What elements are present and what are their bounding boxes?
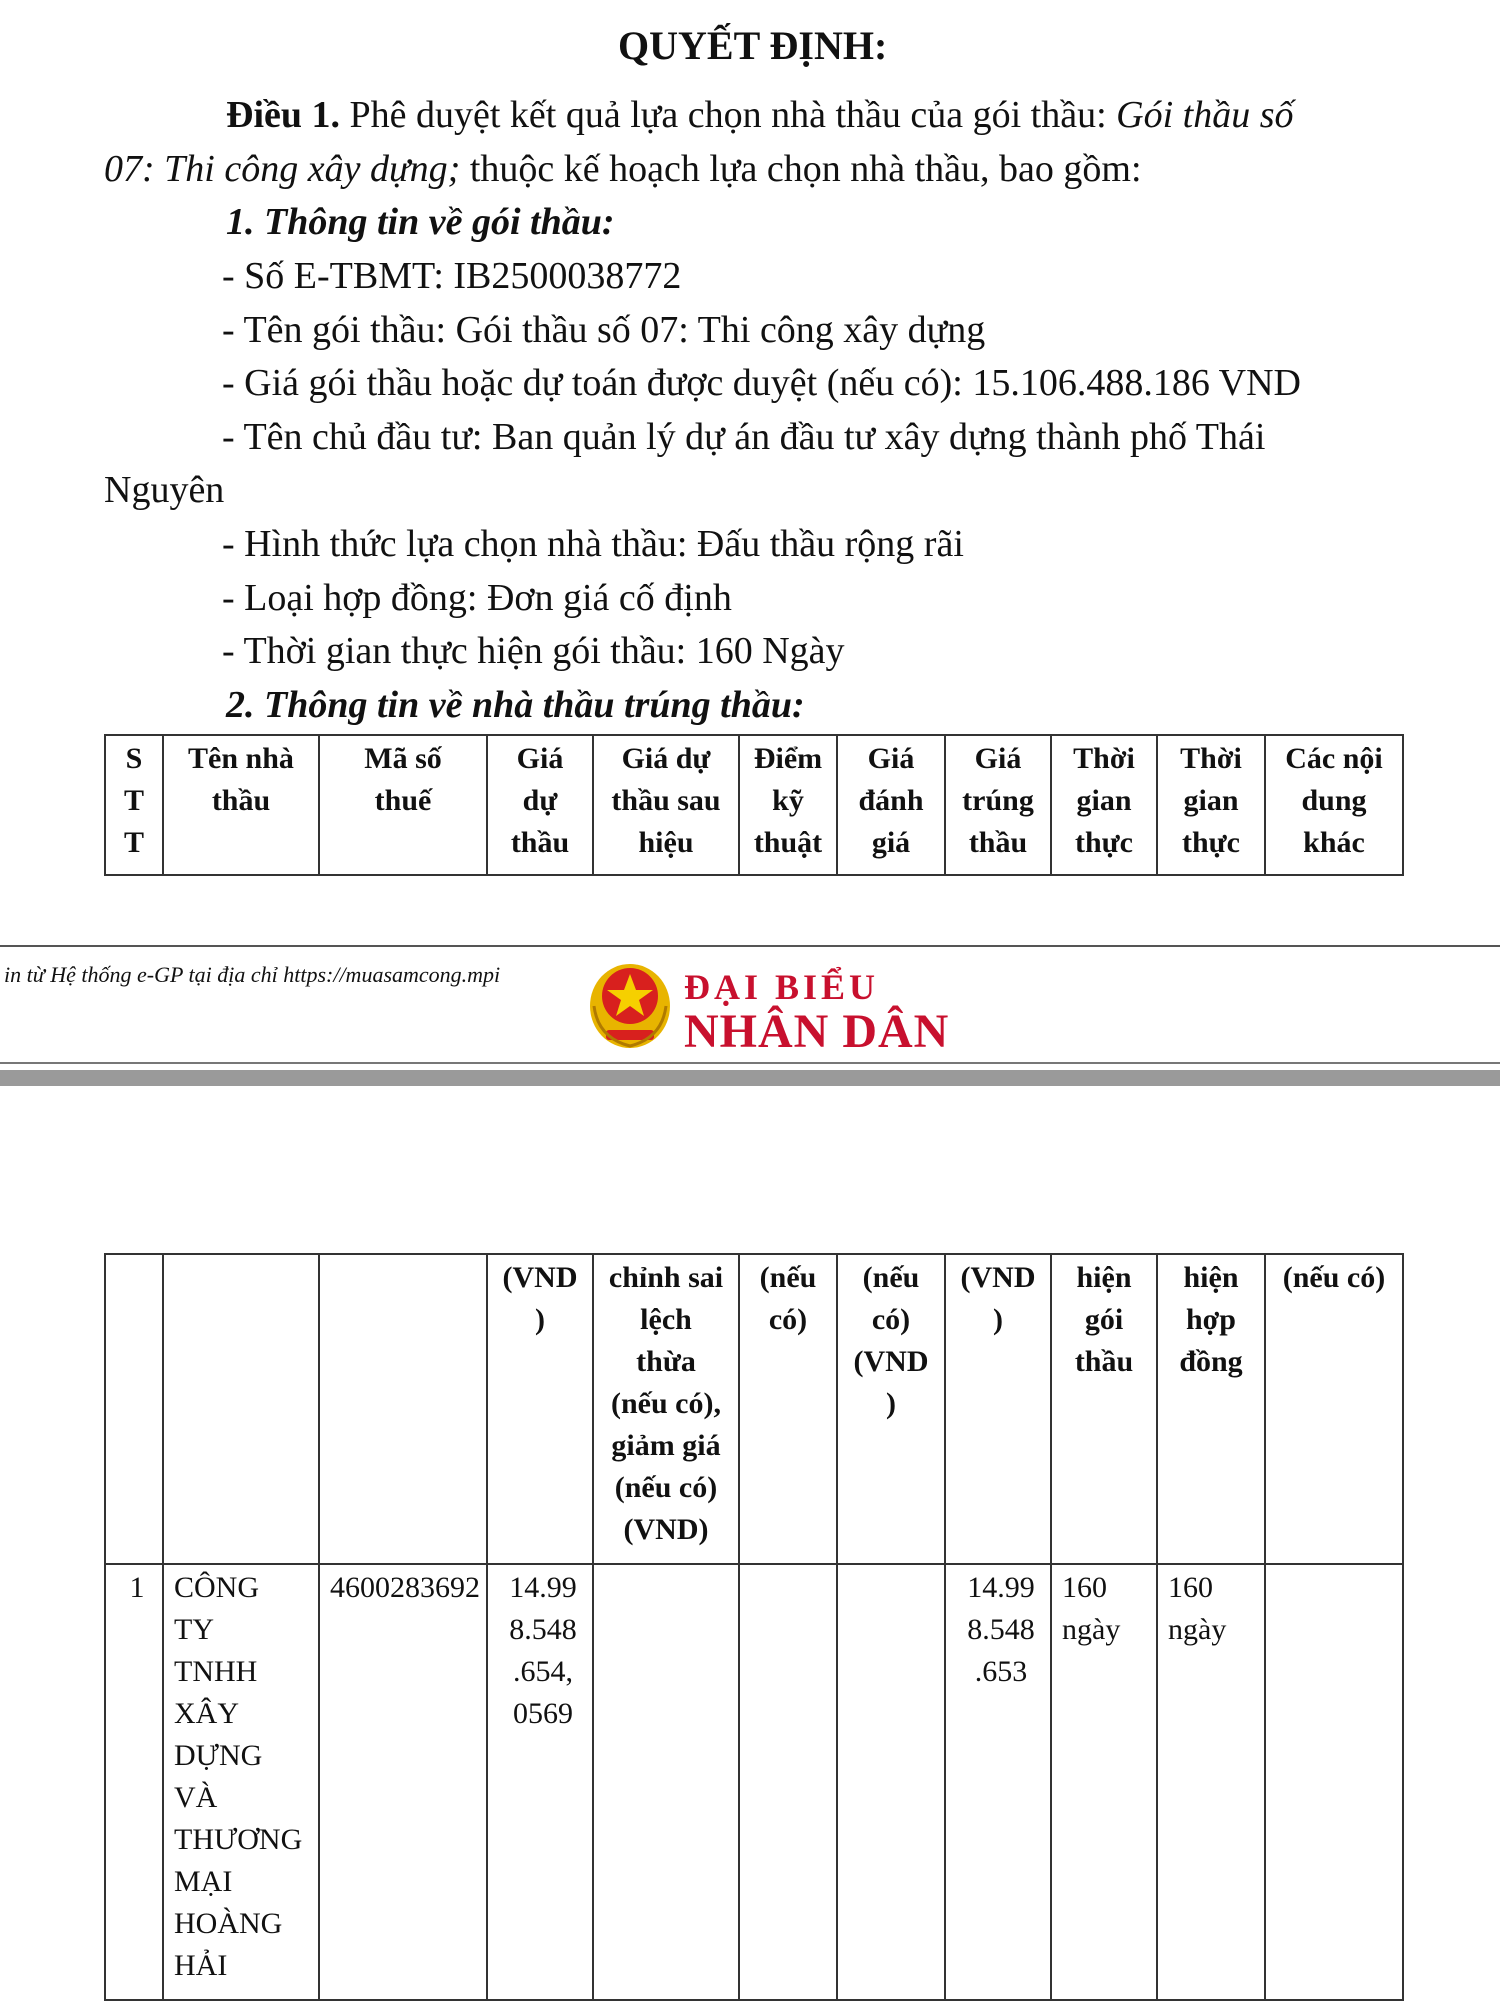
header-cell-0 bbox=[105, 735, 163, 875]
header-cell-line: giá bbox=[871, 826, 911, 859]
data-cell-line: .653 bbox=[974, 1655, 1028, 1688]
data-cell-7 bbox=[945, 1564, 1051, 2000]
data-cell-line: 8.548 bbox=[967, 1613, 1035, 1646]
header-cont-cell-line: (nếu bbox=[862, 1261, 920, 1294]
header-cell-line: thầu bbox=[968, 826, 1028, 859]
page-gap-bar bbox=[0, 1070, 1500, 1086]
header-cell-9 bbox=[1157, 735, 1265, 875]
section1-item: - Số E-TBMT: IB2500038772 bbox=[222, 255, 682, 297]
header-cell-line: Giá bbox=[516, 742, 564, 775]
header-cell-line: thầu bbox=[211, 784, 271, 817]
section1-item: - Thời gian thực hiện gói thầu: 160 Ngày bbox=[222, 630, 845, 672]
header-cont-cell-line: (VND bbox=[853, 1345, 929, 1378]
data-cell-line: 160 bbox=[1062, 1571, 1107, 1604]
header-cell-4 bbox=[593, 735, 739, 875]
header-cont-cell-line: (nếu có) bbox=[1282, 1261, 1386, 1294]
page-rule-mid bbox=[0, 1062, 1500, 1064]
header-cell-10 bbox=[1265, 735, 1403, 875]
data-cell-line: 14.99 bbox=[967, 1571, 1035, 1604]
header-cont-cell-8 bbox=[1051, 1254, 1157, 1564]
data-cell-6 bbox=[837, 1564, 945, 2000]
contractor-table bbox=[104, 1253, 1404, 2001]
data-cell-line: MẠI bbox=[174, 1865, 233, 1898]
header-cont-cell-line: ) bbox=[886, 1387, 896, 1420]
section1-item: - Giá gói thầu hoặc dự toán được duyệt (nếu có): 15.106.488.186 VND bbox=[222, 362, 1301, 404]
data-cell-line: 0569 bbox=[513, 1697, 573, 1730]
header-cont-cell-line: (nếu có) bbox=[614, 1471, 718, 1504]
data-cell-1 bbox=[163, 1564, 319, 2000]
article1-label: Điều 1. bbox=[226, 94, 340, 136]
header-cell-line: S bbox=[125, 742, 143, 775]
article1-package-b: 07: Thi công xây dựng; bbox=[104, 148, 461, 190]
data-cell-line: VÀ bbox=[174, 1781, 218, 1814]
header-cell-line: trúng bbox=[962, 784, 1034, 817]
section1-item-wrap: Nguyên bbox=[104, 469, 225, 511]
header-cell-5 bbox=[739, 735, 837, 875]
header-cell-3 bbox=[487, 735, 593, 875]
article1-text-a: Phê duyệt kết quả lựa chọn nhà thầu của gói thầu: bbox=[349, 94, 1107, 136]
header-cont-cell-line: (nếu có), bbox=[611, 1387, 721, 1420]
header-cont-cell-line: (VND bbox=[960, 1261, 1036, 1294]
header-cell-line: Giá dự bbox=[621, 742, 711, 775]
header-cell-1 bbox=[163, 735, 319, 875]
header-cell-line: dung bbox=[1301, 784, 1367, 817]
section1-item: - Hình thức lựa chọn nhà thầu: Đấu thầu rộng rãi bbox=[222, 523, 964, 565]
article1-text-b: thuộc kế hoạch lựa chọn nhà thầu, bao gồm: bbox=[469, 148, 1142, 190]
section1-heading: 1. Thông tin về gói thầu: bbox=[226, 201, 615, 243]
header-cell-line: Các nội bbox=[1285, 742, 1383, 775]
data-cell-line: HOÀNG bbox=[174, 1907, 283, 1940]
logo-line1: ĐẠI BIỂU bbox=[684, 967, 880, 1007]
header-cell-line: Mã số bbox=[364, 742, 442, 775]
data-cell-line: DỰNG bbox=[174, 1739, 263, 1772]
data-cell-line: THƯƠNG bbox=[174, 1823, 303, 1856]
header-cell-line: thầu bbox=[510, 826, 570, 859]
data-cell-9 bbox=[1157, 1564, 1265, 2000]
footer-note: in từ Hệ thống e-GP tại địa chỉ https://muasamcong.mpi bbox=[4, 962, 501, 987]
header-cell-line: Tên nhà bbox=[188, 742, 294, 775]
header-cell-line: thực bbox=[1182, 826, 1240, 859]
header-cell-line: thuật bbox=[753, 826, 823, 859]
data-cell-3 bbox=[487, 1564, 593, 2000]
header-cont-cell-line: hợp bbox=[1186, 1303, 1236, 1336]
header-cell-line: khác bbox=[1303, 826, 1365, 859]
header-cont-cell-line: có) bbox=[871, 1303, 911, 1336]
data-cell-2 bbox=[319, 1564, 487, 2000]
national-emblem-icon bbox=[584, 956, 676, 1052]
data-cell-0 bbox=[105, 1564, 163, 2000]
decision-title: QUYẾT ĐỊNH: bbox=[618, 23, 888, 68]
header-cell-line: T bbox=[123, 784, 144, 817]
header-cell-line: gian bbox=[1183, 784, 1239, 817]
data-cell-line: CÔNG bbox=[174, 1571, 260, 1604]
header-cell-7 bbox=[945, 735, 1051, 875]
section1-item: - Tên gói thầu: Gói thầu số 07: Thi công xây dựng bbox=[222, 309, 986, 351]
header-cell-line: thầu sau bbox=[611, 784, 721, 817]
header-cell-6 bbox=[837, 735, 945, 875]
header-cell-line: dự bbox=[522, 784, 558, 817]
header-cell-line: Giá bbox=[867, 742, 915, 775]
header-cell-2 bbox=[319, 735, 487, 875]
header-cont-cell-line: thừa bbox=[636, 1345, 696, 1378]
data-cell-line: ngày bbox=[1062, 1613, 1121, 1646]
header-cell-line: T bbox=[123, 826, 144, 859]
data-cell-8 bbox=[1051, 1564, 1157, 2000]
header-cell-line: Giá bbox=[974, 742, 1022, 775]
page-rule-top bbox=[0, 945, 1500, 947]
section1-item: - Loại hợp đồng: Đơn giá cố định bbox=[222, 577, 732, 619]
header-cell-line: đánh bbox=[858, 784, 924, 817]
header-cell-line: thực bbox=[1075, 826, 1133, 859]
header-cont-cell-5 bbox=[739, 1254, 837, 1564]
header-cont-cell-line: lệch bbox=[640, 1303, 692, 1336]
header-cont-cell-line: chỉnh sai bbox=[608, 1261, 724, 1294]
header-cont-cell-0 bbox=[105, 1254, 163, 1564]
header-cont-cell-line: ) bbox=[993, 1303, 1003, 1336]
header-cont-cell-line: đồng bbox=[1179, 1345, 1243, 1378]
header-cont-cell-9 bbox=[1157, 1254, 1265, 1564]
header-cell-line: kỹ bbox=[772, 784, 804, 817]
header-cont-cell-line: (nếu bbox=[759, 1261, 817, 1294]
header-cell-line: gian bbox=[1076, 784, 1132, 817]
data-cell-line: 4600283692 bbox=[330, 1571, 480, 1604]
header-cont-cell-line: (VND) bbox=[623, 1513, 709, 1546]
logo-line2: NHÂN DÂN bbox=[684, 1005, 950, 1058]
header-cont-cell-line: gói bbox=[1084, 1303, 1124, 1336]
header-cont-cell-4 bbox=[593, 1254, 739, 1564]
article1-package-a: Gói thầu số bbox=[1116, 94, 1294, 136]
header-cont-cell-6 bbox=[837, 1254, 945, 1564]
header-cell-line: Điểm bbox=[753, 742, 823, 775]
header-cont-cell-1 bbox=[163, 1254, 319, 1564]
header-cell-line: Thời bbox=[1073, 742, 1135, 775]
section2-heading: 2. Thông tin về nhà thầu trúng thầu: bbox=[226, 684, 805, 726]
data-cell-10 bbox=[1265, 1564, 1403, 2000]
data-cell-5 bbox=[739, 1564, 837, 2000]
header-cont-cell-line: ) bbox=[535, 1303, 545, 1336]
header-cont-cell-2 bbox=[319, 1254, 487, 1564]
data-cell-4 bbox=[593, 1564, 739, 2000]
data-cell-line: ngày bbox=[1168, 1613, 1227, 1646]
data-cell-line: .654, bbox=[513, 1655, 573, 1688]
data-cell-line: TY bbox=[174, 1613, 214, 1646]
header-cell-line: hiệu bbox=[638, 826, 694, 859]
header-cont-cell-7 bbox=[945, 1254, 1051, 1564]
section1-item: - Tên chủ đầu tư: Ban quản lý dự án đầu tư xây dựng thành phố Thái bbox=[222, 416, 1266, 458]
data-cell-line: 14.99 bbox=[509, 1571, 577, 1604]
header-cell-line: thuế bbox=[374, 784, 432, 817]
contractor-table-header bbox=[104, 734, 1404, 876]
header-cont-cell-line: giảm giá bbox=[611, 1429, 721, 1462]
header-cell-line: Thời bbox=[1180, 742, 1242, 775]
header-cont-cell-line: thầu bbox=[1074, 1345, 1134, 1378]
article1-line2 bbox=[104, 150, 1142, 188]
data-cell-line: HẢI bbox=[174, 1949, 228, 1982]
header-cont-cell-line: hiện bbox=[1076, 1261, 1132, 1294]
header-cont-cell-line: hiện bbox=[1183, 1261, 1239, 1294]
header-cont-cell-line: có) bbox=[768, 1303, 808, 1336]
header-cell-8 bbox=[1051, 735, 1157, 875]
data-cell-line: TNHH bbox=[174, 1655, 258, 1688]
header-cont-cell-3 bbox=[487, 1254, 593, 1564]
article1-line1 bbox=[226, 96, 1294, 134]
data-cell-line: 160 bbox=[1168, 1571, 1213, 1604]
header-cont-cell-line: (VND bbox=[502, 1261, 578, 1294]
data-cell-line: 8.548 bbox=[509, 1613, 577, 1646]
header-cont-cell-10 bbox=[1265, 1254, 1403, 1564]
data-cell-line: 1 bbox=[129, 1571, 145, 1604]
data-cell-line: XÂY bbox=[174, 1697, 239, 1730]
